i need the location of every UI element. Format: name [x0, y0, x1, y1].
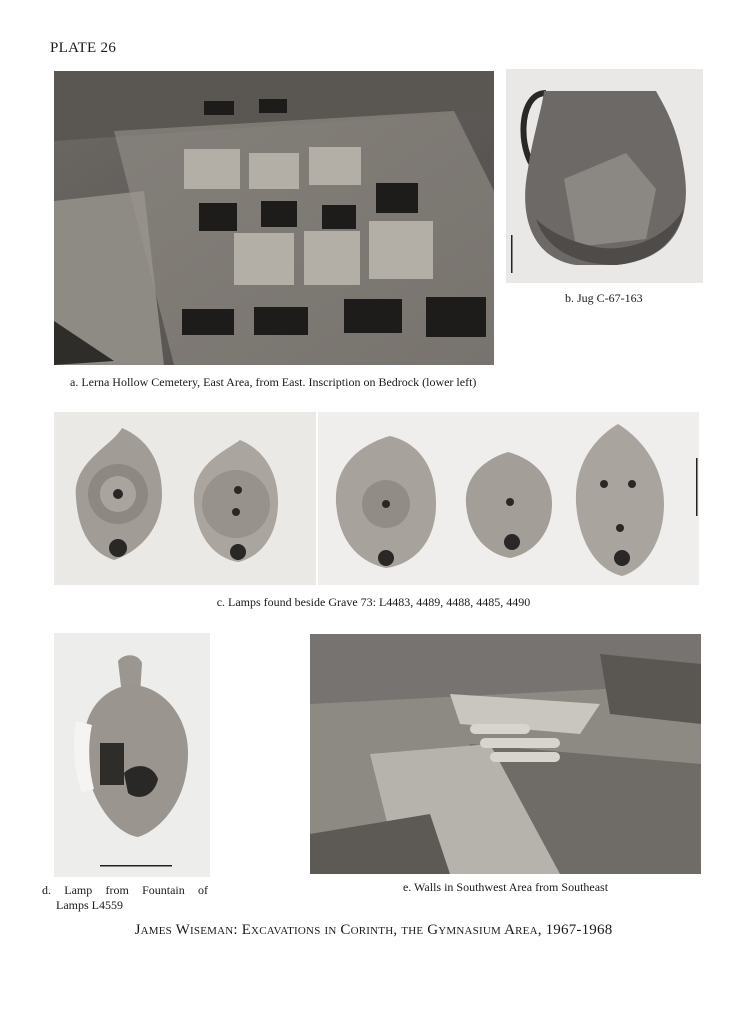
figure-b-caption: b. Jug C-67-163 [565, 291, 643, 305]
figure-d-caption-line1: d. Lamp from Fountain of [42, 883, 208, 897]
figure-c-photo-left [54, 412, 316, 585]
figure-d-caption [42, 883, 208, 913]
figure-c-caption: c. Lamps found beside Grave 73: L4483, 4489, 4488, 4485, 4490 [216, 595, 531, 609]
figure-d-caption-line2: Lamps L4559 [56, 898, 123, 912]
figure-c-photo-right [318, 412, 699, 585]
figure-a-caption: a. Lerna Hollow Cemetery, East Area, from East. Inscription on Bedrock (lower left) [70, 375, 477, 389]
figure-e-photo [310, 634, 701, 874]
figure-b-photo [506, 69, 703, 283]
page-footer: James Wiseman: Excavations in Corinth, the Gymnasium Area, 1967-1968 [134, 922, 613, 938]
figure-d-photo [54, 633, 210, 877]
figure-a-photo [54, 71, 494, 365]
plate-label: PLATE 26 [50, 40, 117, 56]
figure-e-caption: e. Walls in Southwest Area from Southeast [402, 880, 609, 894]
